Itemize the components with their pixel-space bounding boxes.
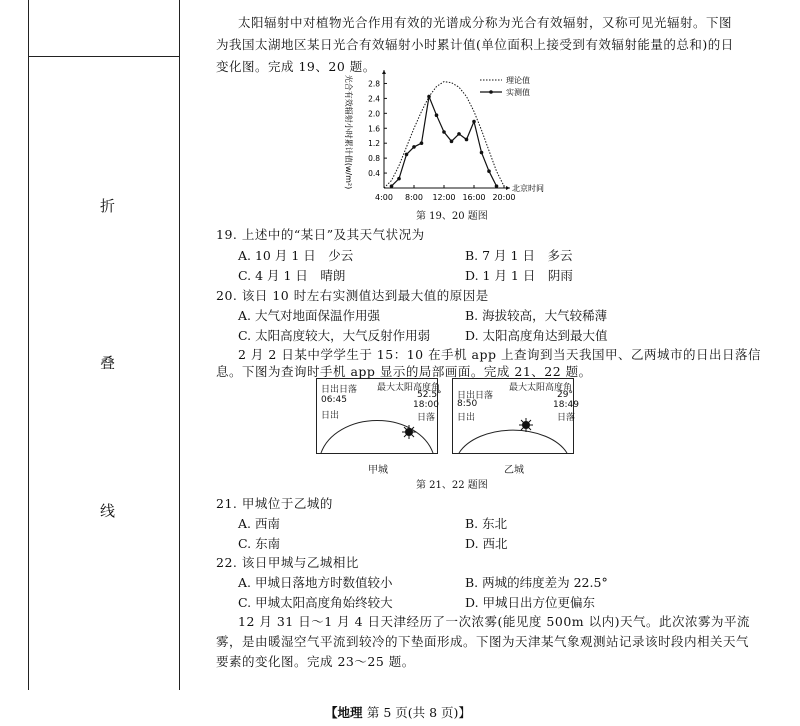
q19-option-a[interactable]: A. 10 月 1 日 少云	[238, 248, 354, 263]
y-tick-label: 1.6	[368, 124, 380, 134]
intro-line-1: 太阳辐射中对植物光合作用有效的光谱成分称为光合有效辐射，又称可见光辐射。下图	[238, 15, 733, 30]
y-axis-label: 光合有效辐射小时累计值(w/m²)	[344, 74, 353, 190]
card-yi-rise-word: 日出	[457, 413, 476, 423]
binding-top-rule	[29, 56, 179, 57]
figure-1-caption: 第 19、20 题图	[416, 211, 488, 222]
x-axis-label: 北京时间	[512, 184, 544, 193]
q19-option-c[interactable]: C. 4 月 1 日 晴朗	[238, 268, 346, 283]
x-tick-label: 16:00	[462, 193, 486, 202]
city-jia-label: 甲城	[368, 465, 388, 476]
q20-option-b[interactable]: B. 海拔较高，大气较稀薄	[465, 308, 608, 323]
footer-subject: 【地理	[325, 705, 363, 720]
x-axis-arrow	[506, 186, 510, 190]
q20-option-c[interactable]: C. 太阳高度较大，大气反射作用弱	[238, 328, 431, 343]
legend-measured-label: 实测值	[506, 88, 530, 97]
card-jia-sunrise: 06:45	[321, 395, 347, 405]
q21-option-b[interactable]: B. 东北	[465, 516, 508, 531]
card-jia-sunset: 18:00	[413, 400, 439, 410]
q21-stem: 21. 甲城位于乙城的	[216, 496, 333, 511]
card-yi-label: 日出日落	[457, 391, 494, 401]
series-measured-point	[427, 95, 431, 99]
series-measured-point	[442, 130, 446, 134]
q22-option-a[interactable]: A. 甲城日落地方时数值较小	[238, 575, 393, 590]
intro3-line-2: 雾，是由暖湿空气平流到较冷的下垫面形成。下图为天津某气象观测站记录该时段内相关天气	[216, 634, 750, 649]
q21-option-c[interactable]: C. 东南	[238, 536, 281, 551]
figure-2-caption: 第 21、22 题图	[416, 480, 488, 491]
series-measured-point	[405, 153, 409, 157]
series-measured-point	[472, 120, 476, 124]
series-measured-point	[480, 151, 484, 155]
y-tick-label: 0.4	[368, 169, 380, 179]
card-yi-sunrise: 8:50	[457, 399, 478, 409]
series-measured-point	[487, 169, 491, 173]
x-tick-label: 8:00	[405, 193, 423, 202]
q20-stem: 20. 该日 10 时左右实测值达到最大值的原因是	[216, 288, 489, 303]
series-measured-point	[457, 132, 461, 136]
y-axis-arrow	[382, 70, 386, 74]
q21-option-a[interactable]: A. 西南	[238, 516, 280, 531]
card-jia-angle-label: 最大太阳高度角	[377, 383, 441, 393]
x-tick-label: 4:00	[375, 193, 393, 202]
series-measured-point	[412, 145, 416, 149]
series-measured-point	[420, 141, 424, 145]
page-footer	[325, 703, 471, 721]
y-tick-label: 2.4	[368, 94, 380, 104]
legend-measured-marker	[489, 90, 493, 94]
intro-line-3: 变化图。完成 19、20 题。	[216, 59, 376, 74]
q19-option-b[interactable]: B. 7 月 1 日 多云	[465, 248, 573, 263]
intro2-line-1: 2 月 2 日某中学学生于 15：10 在手机 app 上查询到当天我国甲、乙两城市的日出日落信	[238, 347, 761, 362]
q20-option-d[interactable]: D. 太阳高度角达到最大值	[465, 328, 608, 343]
x-tick-label: 12:00	[432, 193, 456, 202]
series-measured-point	[435, 113, 439, 117]
fold-label: 折	[100, 197, 116, 215]
footer-page: 第 5 页(共 8 页)】	[366, 705, 471, 720]
sun-card-yi	[452, 378, 579, 454]
q19-stem: 19. 上述中的“某日”及其天气状况为	[216, 227, 425, 242]
x-tick-label: 20:00	[492, 193, 516, 202]
intro-line-2: 为我国太湖地区某日光合有效辐射小时累计值(单位面积上接受到有效辐射能量的总和)的日	[216, 37, 734, 52]
card-yi-set-word: 日落	[557, 413, 576, 423]
series-measured-point	[450, 140, 454, 144]
q20-option-a[interactable]: A. 大气对地面保温作用强	[238, 308, 380, 323]
intro3-line-1: 12 月 31 日～1 月 4 日天津经历了一次浓雾(能见度 500m 以内)天气。此次浓雾为平流	[238, 614, 750, 629]
q19-option-d[interactable]: D. 1 月 1 日 阴雨	[465, 268, 573, 283]
q21-option-d[interactable]: D. 西北	[465, 536, 508, 551]
sun-card-jia	[316, 378, 442, 454]
q22-option-b[interactable]: B. 两城的纬度差为 22.5°	[465, 575, 608, 590]
sun-icon	[519, 418, 533, 432]
series-measured-line	[392, 97, 497, 187]
binding-margin	[28, 0, 180, 690]
city-yi-label: 乙城	[504, 465, 524, 476]
card-yi-angle-label: 最大太阳高度角	[509, 383, 573, 393]
card-yi-angle: 29°	[557, 390, 573, 400]
series-measured-point	[495, 184, 499, 188]
line-label: 线	[100, 502, 116, 520]
series-measured-point	[397, 177, 401, 181]
intro2-line-2: 息。下图为查询时手机 app 显示的局部画面。完成 21、22 题。	[216, 364, 592, 379]
q22-option-c[interactable]: C. 甲城太阳高度角始终较大	[238, 595, 393, 610]
card-jia-angle: 52.5°	[417, 390, 442, 400]
card-jia-set-word: 日落	[417, 413, 436, 423]
y-tick-label: 1.2	[368, 139, 380, 149]
series-theory-line	[384, 82, 504, 188]
card-yi-sunset: 18:49	[553, 400, 579, 410]
sun-icon	[402, 425, 416, 439]
radiation-chart	[310, 70, 550, 210]
intro3-line-3: 要素的变化图。完成 23～25 题。	[216, 654, 415, 669]
legend-theory-label: 理论值	[506, 76, 530, 85]
series-measured-point	[390, 184, 394, 188]
series-measured-point	[465, 138, 469, 142]
q22-option-d[interactable]: D. 甲城日出方位更偏东	[465, 595, 596, 610]
y-tick-label: 2.8	[368, 79, 380, 89]
card-jia-rise-word: 日出	[321, 411, 340, 421]
y-tick-label: 2.0	[368, 109, 380, 119]
stack-label: 叠	[100, 354, 116, 372]
y-tick-label: 0.8	[368, 154, 380, 164]
card-jia-label: 日出日落	[321, 385, 358, 395]
q22-stem: 22. 该日甲城与乙城相比	[216, 555, 359, 570]
